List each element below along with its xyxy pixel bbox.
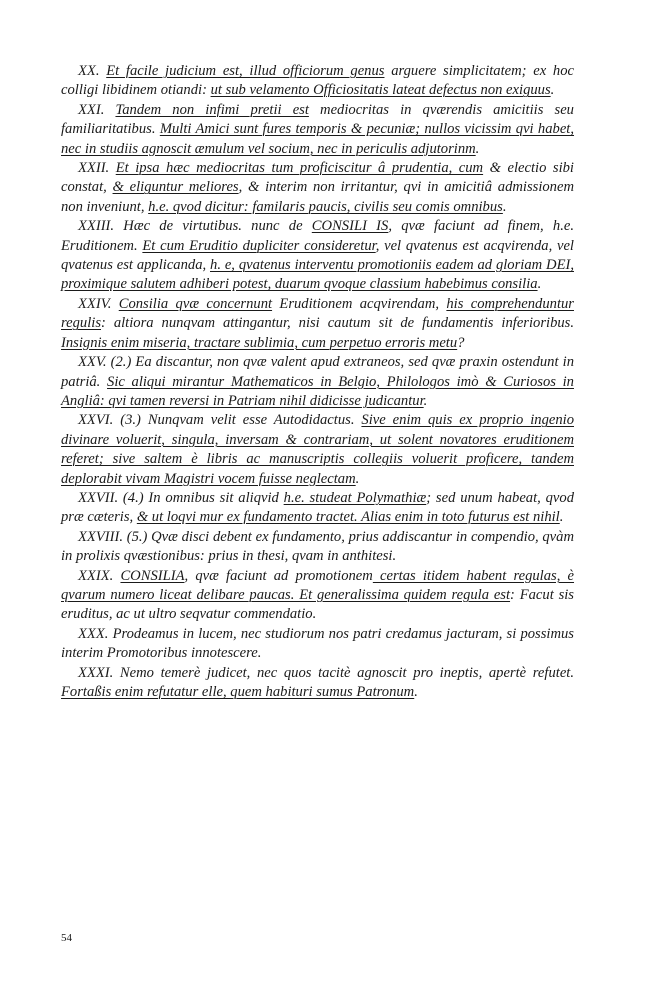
paragraph: [61, 101, 574, 159]
text-run: XXI.: [78, 101, 116, 118]
text-run: XXVII. (4.) In omnibus sit aliqvid: [78, 489, 284, 506]
underlined-text: Sive enim quis ex proprio ingenio divinare voluerit, singula, inversam & contrariam, ut solent novatores eruditionem referet; sive saltem è libris ac manuscriptis collegiis voluerit proficere, tandem deplorabit vivam Magistri vocem fuisse neglectam: [61, 412, 574, 487]
text-run: mediocritas in qværendis amicitiis seu familiaritatibus.: [61, 101, 574, 138]
text-run: .: [423, 392, 428, 409]
text-run: XXX. Prodeamus in lucem, nec studiorum nos patri credamus jacturam, si possimus interim Promotoribus innotescere.: [61, 625, 574, 662]
text-run: ?: [457, 334, 465, 351]
text-run: & electio sibi constat,: [61, 160, 574, 196]
underlined-text: ut sub velamento Officiositatis lateat defectus non exiguus: [210, 82, 551, 99]
paragraph: [61, 295, 574, 353]
text-run: , & interim non irritantur, qvi in amicitiâ admissionem non inveniunt,: [61, 179, 574, 215]
text-run: .: [550, 82, 555, 99]
page-number: 54: [61, 932, 72, 944]
text-run: .: [414, 684, 418, 700]
text-run: XXV. (2.) Ea discantur, non qvæ valent apud extraneos, sed qvæ praxin ostendunt in patriâ.: [61, 354, 574, 390]
text-run: .: [559, 509, 564, 526]
paragraph: [61, 62, 574, 101]
text-run: , vel qvatenus est acqvirenda, vel qvatenus est applicanda,: [61, 237, 574, 274]
underlined-text: Sic aliqui mirantur Mathematicos in Belgio, Philologos imò & Curiosos in Angliâ: qvi tamen reversi in Patriam nihil didicisse judicantur: [61, 373, 574, 409]
text-run: , qvæ faciunt ad promotionem: [184, 567, 373, 584]
underlined-text: Fortaßis enim refutatur elle, quem habituri sumus Patronum: [61, 684, 415, 700]
underlined-text: Et ipsa hæc mediocritas tum proficiscitur â prudentia, cum: [115, 160, 484, 177]
text-run: ; sed unum habeat, qvod præ cæteris,: [61, 489, 574, 526]
text-run: XXIII. Hæc de virtutibus. nunc de: [78, 218, 312, 235]
underlined-text: CONSILIA: [120, 567, 185, 584]
underlined-text: CONSILI IS: [311, 218, 389, 235]
underlined-text: certas itidem habent regulas, è qvarum numero liceat delibare paucas. Et generalissima quidem regula est: [61, 567, 575, 603]
text-run: .: [355, 470, 360, 487]
text-run: Eruditionem acqvirendam,: [272, 295, 447, 312]
text-run: .: [537, 276, 542, 293]
paragraph: [61, 625, 574, 664]
underlined-text: Consilia qvæ concernunt: [118, 295, 273, 312]
paragraph: [61, 411, 574, 489]
paragraph: [61, 567, 574, 625]
text-run: XXIX.: [78, 567, 121, 584]
text-run: .: [475, 140, 480, 157]
underlined-text: Insignis enim miseria, tractare sublimia, cum perpetuo erroris metu: [61, 334, 458, 351]
text-run: , qvæ faciunt ad finem, h.e. Eruditionem.: [61, 218, 574, 254]
text-run: XX.: [78, 63, 107, 79]
paragraph: [61, 528, 574, 567]
text-run: XXVIII. (5.) Qvæ disci debent ex fundamento, prius addiscantur in compendio, qvàm in prolixis qvæstionibus: prius in thesi, qvam in anthitesi.: [61, 528, 574, 565]
paragraph: [61, 159, 574, 217]
underlined-text: & eliguntur meliores: [112, 179, 239, 196]
text-run: : Facut sis eruditus, ac ut ultro seqvatur commendatio.: [61, 586, 574, 623]
text-run: arguere simplicitatem; ex hoc colligi libidinem otiandi:: [61, 63, 574, 99]
underlined-text: h.e. studeat Polymathiæ: [283, 489, 427, 506]
text-run: : altiora nunqvam attingantur, nisi cautum sit de fundamentis inferioribus.: [101, 315, 574, 332]
underlined-text: Et cum Eruditio dupliciter consideretur: [142, 237, 376, 254]
underlined-text: Et facile judicium est, illud officiorum genus: [106, 63, 385, 79]
underlined-text: & ut loqvi mur ex fundamento tractet. Alias enim in toto futurus est nihil: [136, 509, 560, 526]
underlined-text: his comprehenduntur regulis: [61, 295, 574, 332]
text-run: .: [502, 198, 507, 215]
underlined-text: Tandem non infimi pretii est: [115, 101, 309, 118]
text-run: XXII.: [78, 160, 116, 177]
underlined-text: Multi Amici sunt fures temporis & pecuniæ; nullos vicissim qvi habet, nec in studiis agnoscit æmulum vel socium, nec in periculis adjutorinm: [61, 121, 575, 157]
text-run: XXVI. (3.) Nunqvam velit esse Autodidactus.: [78, 412, 362, 429]
text-run: XXXI. Nemo temerè judicet, nec quos tacitè agnoscit pro ineptis, apertè refutet.: [78, 664, 574, 681]
paragraph: [61, 664, 574, 703]
underlined-text: h.e. qvod dicitur: familaris paucis, civilis seu comis omnibus: [148, 198, 503, 215]
paragraph: [61, 217, 574, 295]
paragraph: [61, 489, 574, 528]
underlined-text: h. e, qvatenus interventu promotioniis eadem ad gloriam DEI, proximique salutem adhiberi potest, duarum qvoque classium habebimus consilia: [61, 257, 574, 293]
text-run: XXIV.: [78, 295, 119, 312]
paragraph: [61, 353, 574, 411]
page-body: [61, 62, 574, 702]
